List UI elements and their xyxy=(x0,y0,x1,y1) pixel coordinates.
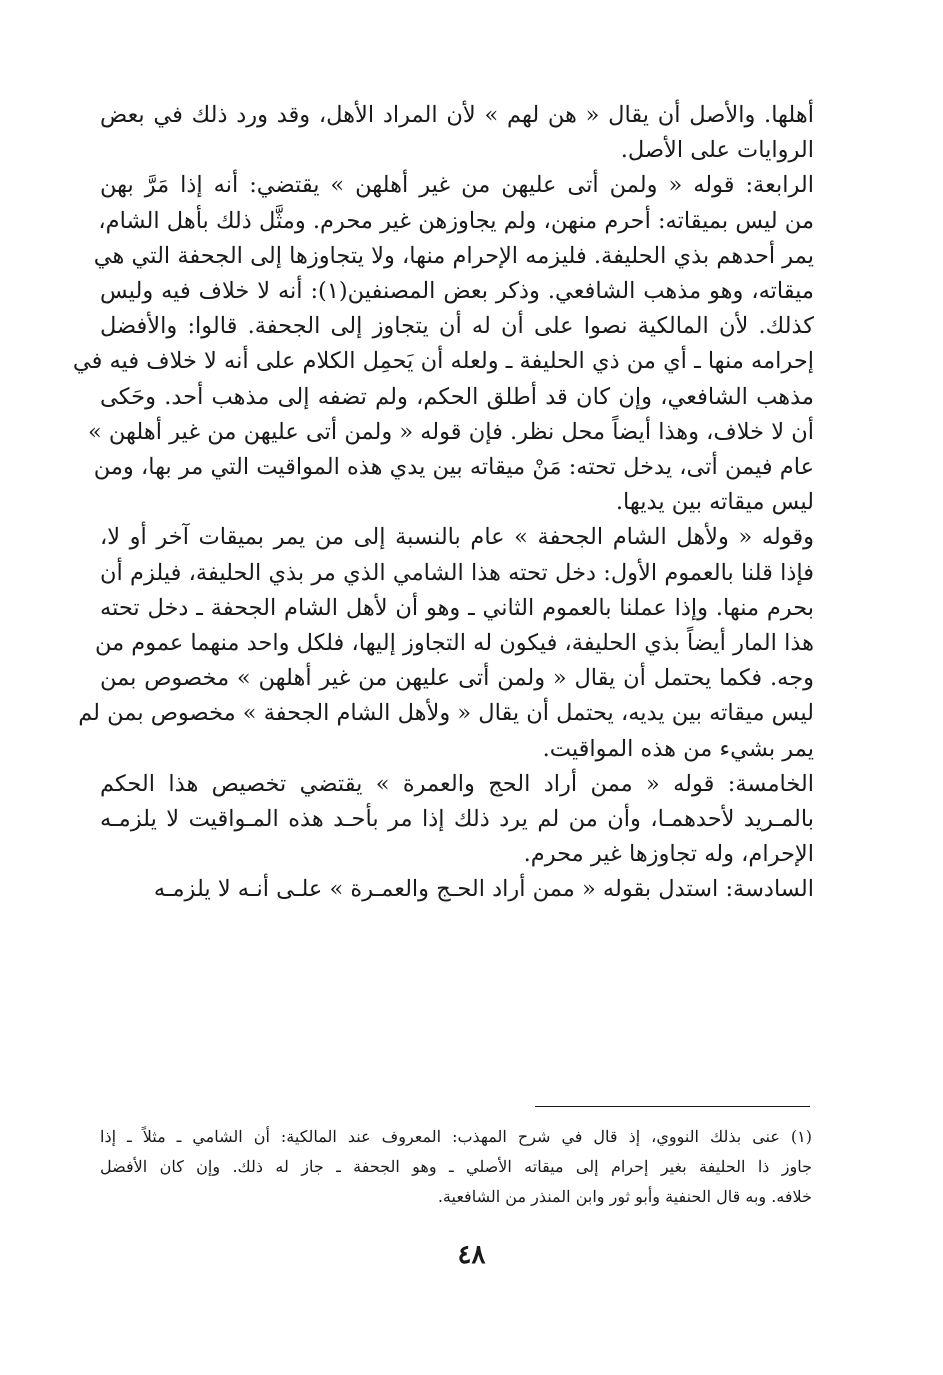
footnotes xyxy=(100,1122,812,1212)
text-line: هذا المار أيضاً بذي الحليفة، فيكون له التجاوز إليها، فلكل واحد منهما عموم من xyxy=(94,630,814,657)
paragraph xyxy=(72,168,814,520)
text-line: يمر أحدهم بذي الحليفة. فليزمه الإحرام منها، ولا يتجاوزها إلى الجحفة التي هي xyxy=(93,242,814,269)
text-line: الإحرام، وله تجاوزها غير محرم. xyxy=(523,841,814,868)
paragraph xyxy=(78,520,814,766)
main-text xyxy=(72,98,814,908)
paragraph xyxy=(100,767,814,873)
text-line: وقوله « ولأهل الشام الجحفة » عام بالنسبة إلى من يمر بميقات آخر أو لا، xyxy=(100,524,814,551)
text-line: فإذا قلنا بالعموم الأول: دخل تحته هذا الشامي الذي مر بذي الحليفة، فيلزم أن xyxy=(100,559,814,586)
text-line: يمر بشيء من هذه المواقيت. xyxy=(542,735,814,762)
paragraph xyxy=(100,872,814,907)
text-line: بحرم منها. وإذا عملنا بالعموم الثاني ـ وهو أن لأهل الشام الجحفة ـ دخل تحته xyxy=(100,594,814,621)
page-number: ٤٨ xyxy=(457,1240,486,1270)
footnote-divider xyxy=(535,1106,810,1107)
text-line: إحرامه منها ـ أي من ذي الحليفة ـ ولعله أن يَحمِل الكلام على أنه لا خلاف فيه في xyxy=(72,348,814,375)
text-line: السادسة: استدل بقوله « ممن أراد الحـج والعمـرة » علـى أنـه لا يلزمـه xyxy=(153,876,814,903)
text-line: ليس ميقاته بين يديه، يحتمل أن يقال « ولأهل الشام الجحفة » مخصوص بمن لم xyxy=(78,700,814,727)
footnote-line: (١) عنى بذلك النووي، إذ قال في شرح المهذب: المعروف عند المالكية: أن الشامي ـ مثلاً ـ إذا xyxy=(100,1127,813,1146)
text-line: من ليس بميقاته: أحرم منهن، ولم يجاوزهن غير محرم. ومثَّل ذلك بأهل الشام، xyxy=(98,207,814,234)
text-line: بالمـريد لأحدهمـا، وأن من لم يرد ذلك إذا مر بأحـد هذه المـواقيت لا يلزمـه xyxy=(100,806,814,833)
paragraph xyxy=(100,98,814,168)
text-line: أن لا خلاف، وهذا أيضاً محل نظر. فإن قوله « ولمن أتى عليهن من غير أهلهن » xyxy=(88,418,814,445)
text-line: الخامسة: قوله « ممن أراد الحج والعمرة » يقتضي تخصيص هذا الحكم xyxy=(100,770,814,797)
footnote-line: جاوز ذا الحليفة بغير إحرام إلى ميقاته الأصلي ـ وهو الجحفة ـ جاز له ذلك. وإن كان الأفضل xyxy=(100,1157,812,1176)
text-line: ليس ميقاته بين يديها. xyxy=(615,489,814,516)
text-line: أهلها. والأصل أن يقال « هن لهم » لأن المراد الأهل، وقد ورد ذلك في بعض xyxy=(100,102,814,128)
footnote-line: خلافه. وبه قال الحنفية وأبو ثور وابن المنذر من الشافعية. xyxy=(437,1187,812,1206)
text-line: ميقاته، وهو مذهب الشافعي. وذكر بعض المصنفين(١): أنه لا خلاف فيه وليس xyxy=(100,278,814,305)
text-line: عام فيمن أتى، يدخل تحته: مَنْ ميقاته بين يدي هذه المواقيت التي مر بها، ومن xyxy=(93,454,814,481)
text-line: الرابعة: قوله « ولمن أتى عليهن من غير أهلهن » يقتضي: أنه إذا مَرَّ بهن xyxy=(100,172,814,199)
text-line: الروايات على الأصل. xyxy=(620,137,814,164)
text-line: كذلك. لأن المالكية نصوا على أن له أن يتجاوز إلى الجحفة. قالوا: والأفضل xyxy=(100,313,814,340)
text-line: وجه. فكما يحتمل أن يقال « ولمن أتى عليهن من غير أهلهن » مخصوص بمن xyxy=(100,665,814,692)
text-line: مذهب الشافعي، وإن كان قد أطلق الحكم، ولم تضفه إلى مذهب أحد. وحَكى xyxy=(100,383,814,410)
